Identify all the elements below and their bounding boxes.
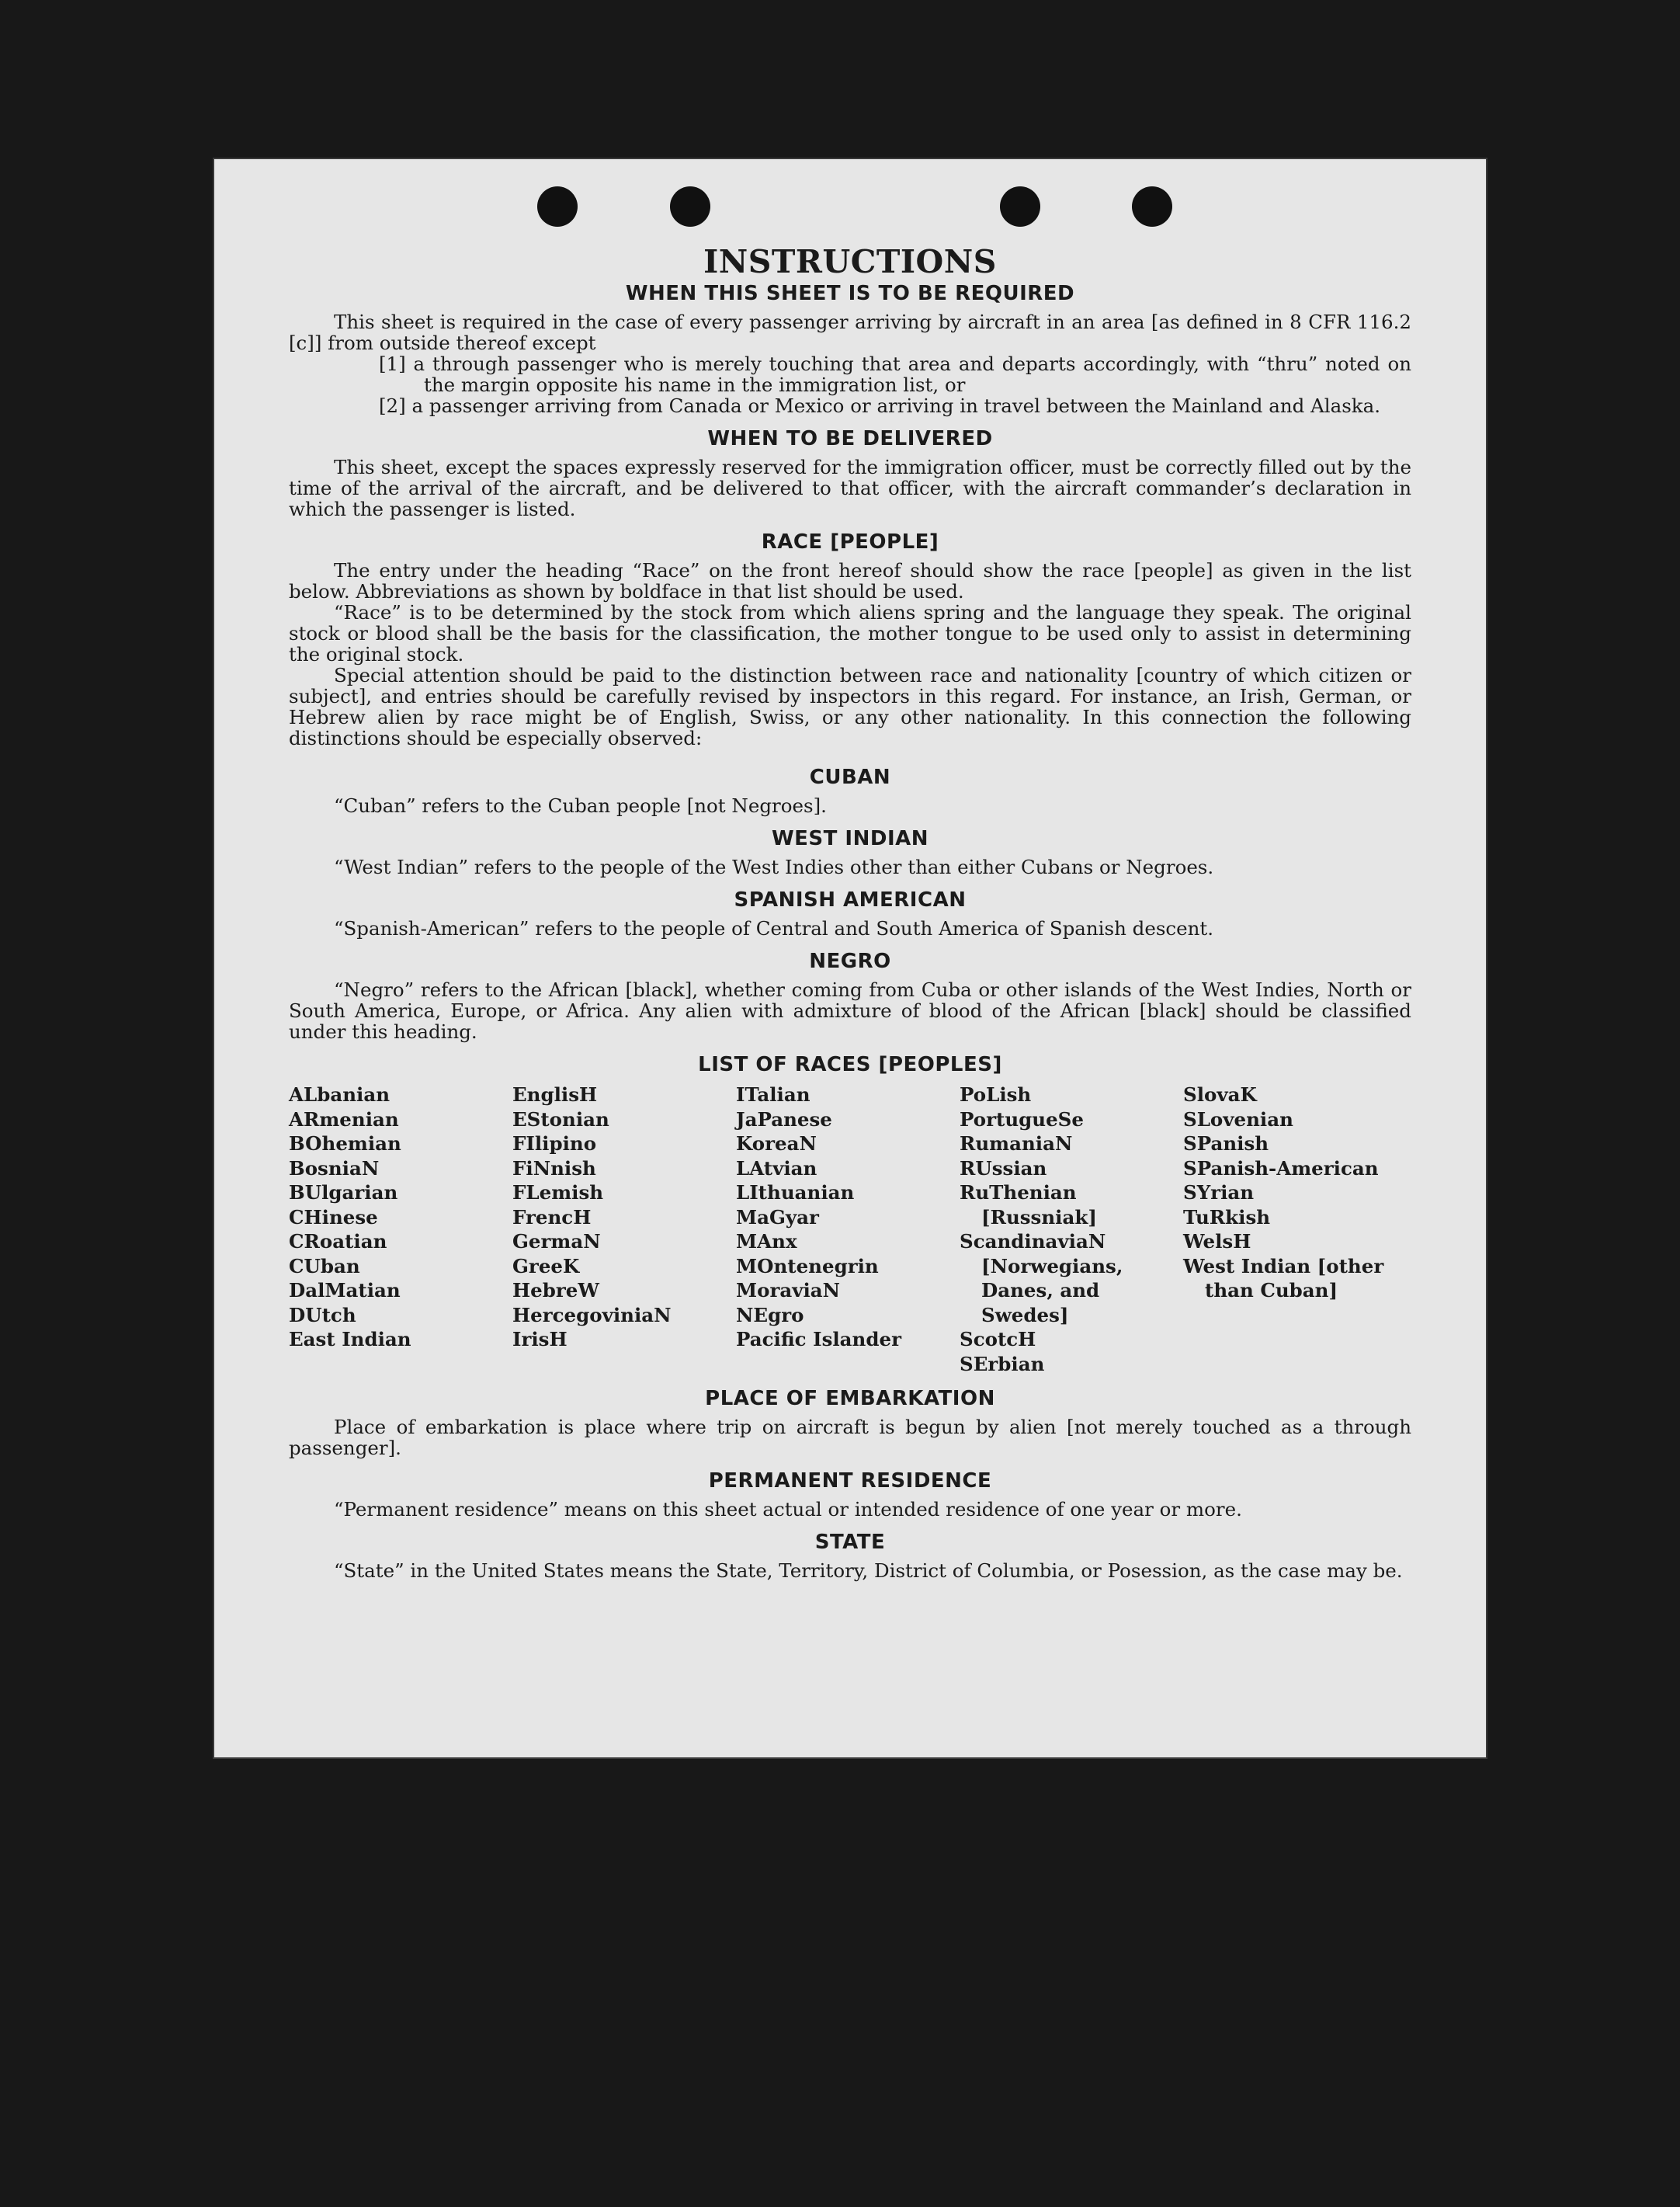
exception-item: [1] a through passenger who is merely touching that area and departs accordingly, with “thru” noted on the margin opposite his name in the immigration list, or (379, 353, 1411, 396)
race-item: SPanish-American (1183, 1156, 1379, 1180)
race-paragraph: The entry under the heading “Race” on the front hereof should show the race [people] as given in the list below. Abbreviations as shown by boldface in that list should be used. (289, 559, 1411, 603)
residence-text: “Permanent residence” means on this sheet actual or intended residence of one year or more. (334, 1498, 1242, 1521)
heading-state: STATE (814, 1531, 886, 1554)
race-item: FiNnish (512, 1156, 596, 1180)
race-item: East Indian (289, 1328, 411, 1350)
document-page (214, 159, 1486, 1757)
races-column (1183, 1083, 1411, 1376)
race-item: West Indian [other than Cuban] (1183, 1254, 1384, 1302)
race-item: MOntenegrin (736, 1254, 879, 1277)
race-item: RUssian (960, 1156, 1047, 1180)
race-item: EnglisH (512, 1083, 598, 1106)
race-item: MaGyar (736, 1205, 819, 1229)
punch-hole (670, 186, 710, 227)
race-item: LAtvian (736, 1156, 817, 1180)
punch-hole (1000, 186, 1040, 227)
negro-text: “Negro” refers to the African [black], whether coming from Cuba or other islands of the West Indies, North or South America, Europe, or Africa. Any alien with admixture of blood of the African [black] should be classified under this heading. (289, 978, 1411, 1043)
heading-permanent-residence: PERMANENT RESIDENCE (708, 1469, 992, 1493)
race-item: MAnx (736, 1230, 797, 1253)
race-item: CUban (289, 1254, 360, 1277)
state-text: “State” in the United States means the State, Territory, District of Columbia, or Posession, as the case may be. (334, 1559, 1403, 1582)
race-item: KoreaN (736, 1132, 817, 1155)
race-item: FIlipino (512, 1132, 597, 1155)
required-text: This sheet is required in the case of every passenger arriving by aircraft in an area [as defined in 8 CFR 116.2 [c]] from outside thereof except (289, 311, 1411, 354)
race-item: HebreW (512, 1279, 599, 1302)
heading-embarkation: PLACE OF EMBARKATION (705, 1387, 995, 1410)
exceptions-list (379, 353, 1411, 416)
race-paragraph: Special attention should be paid to the distinction between race and nationality [country of which citizen or subject], and entries should be carefully revised by inspectors in this regard. For instance, an Irish, German, or Hebrew alien by race might be of English, Swiss, or any other nationality. In this connection the following distinctions should be especially observed: (289, 664, 1411, 749)
races-column (736, 1083, 960, 1376)
race-item: SLovenian (1183, 1107, 1293, 1131)
race-paragraph: “Race” is to be determined by the stock from which aliens spring and the language they speak. The original stock or blood shall be the basis for the classification, the mother tongue to be used only to assist in determining the original stock. (289, 601, 1411, 666)
race-item: SYrian (1183, 1181, 1255, 1204)
races-list (289, 1083, 1411, 1376)
race-item: MoraviaN (736, 1279, 841, 1302)
delivered-text: This sheet, except the spaces expressly reserved for the immigration officer, must be correctly filled out by the time of the arrival of the aircraft, and be delivered to that officer, with the aircraft commander’s declaration in which the passenger is listed. (289, 456, 1411, 520)
race-item: Pacific Islander (736, 1328, 901, 1350)
race-item: BosniaN (289, 1156, 380, 1180)
race-item: CRoatian (289, 1230, 387, 1253)
race-item: GreeK (512, 1254, 580, 1277)
race-item: ARmenian (289, 1107, 399, 1131)
race-item: PoLish (960, 1083, 1032, 1106)
races-column (512, 1083, 736, 1376)
punch-hole (537, 186, 578, 227)
race-item: NEgro (736, 1303, 804, 1326)
spanish-american-text: “Spanish-American” refers to the people of Central and South America of Spanish descent. (334, 917, 1214, 940)
race-item: RumaniaN (960, 1132, 1073, 1155)
west-indian-text: “West Indian” refers to the people of the West Indies other than either Cubans or Negroes. (334, 856, 1214, 878)
page-title: INSTRUCTIONS (703, 243, 997, 280)
race-item: DalMatian (289, 1279, 401, 1302)
race-item: BUlgarian (289, 1181, 398, 1204)
race-item: IrisH (512, 1328, 568, 1350)
races-column (289, 1083, 512, 1376)
heading-west-indian: WEST INDIAN (771, 827, 929, 850)
exception-item: [2] a passenger arriving from Canada or Mexico or arriving in travel between the Mainland and Alaska. (379, 394, 1381, 417)
race-item: GermaN (512, 1230, 601, 1253)
race-item: PortugueSe (960, 1107, 1084, 1131)
race-item: ScotcH (960, 1328, 1036, 1350)
race-item: DUtch (289, 1303, 356, 1326)
punch-hole (1132, 186, 1172, 227)
heading-delivered: WHEN TO BE DELIVERED (707, 427, 993, 450)
embarkation-text: Place of embarkation is place where trip on aircraft is begun by alien [not merely touched as a through passenger]. (289, 1416, 1411, 1459)
heading-spanish-american: SPANISH AMERICAN (734, 888, 967, 912)
race-item: TuRkish (1183, 1205, 1271, 1229)
race-item: EStonian (512, 1107, 609, 1131)
cuban-text: “Cuban” refers to the Cuban people [not Negroes]. (334, 794, 827, 817)
race-item: ScandinaviaN [Norwegians, Danes, and Swedes] (960, 1230, 1123, 1326)
race-item: ALbanian (289, 1083, 390, 1106)
heading-negro: NEGRO (809, 950, 891, 973)
race-item: RuThenian [Russniak] (960, 1181, 1097, 1229)
race-item: JaPanese (736, 1107, 832, 1131)
race-item: SErbian (960, 1352, 1045, 1375)
heading-list-of-races: LIST OF RACES [PEOPLES] (698, 1053, 1002, 1076)
heading-required: WHEN THIS SHEET IS TO BE REQUIRED (625, 282, 1075, 305)
race-item: ITalian (736, 1083, 810, 1106)
race-item: LIthuanian (736, 1181, 855, 1204)
race-item: FrencH (512, 1205, 592, 1229)
heading-race: RACE [PEOPLE] (761, 530, 939, 554)
race-item: WelsH (1183, 1230, 1251, 1253)
race-item: SPanish (1183, 1132, 1269, 1155)
instructions-content (289, 245, 1411, 1581)
races-column (960, 1083, 1183, 1376)
race-item: FLemish (512, 1181, 604, 1204)
race-item: HercegoviniaN (512, 1303, 672, 1326)
race-item: BOhemian (289, 1132, 401, 1155)
race-item: SlovaK (1183, 1083, 1257, 1106)
race-item: CHinese (289, 1205, 378, 1229)
heading-cuban: CUBAN (809, 766, 891, 789)
